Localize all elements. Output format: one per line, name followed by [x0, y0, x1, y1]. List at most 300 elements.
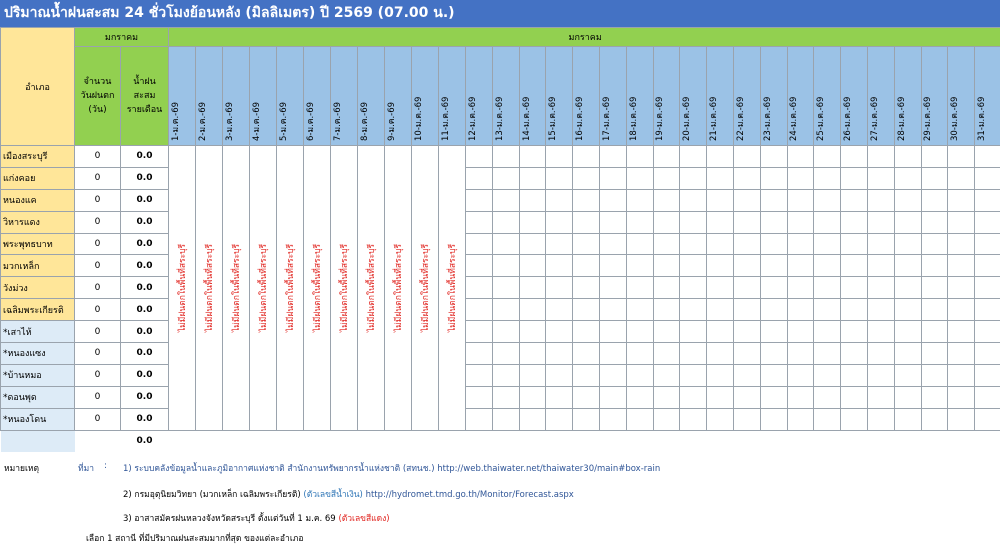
- monthly-rain-value: 0.0: [121, 211, 169, 233]
- day-label: 31-ม.ค.-69: [977, 96, 988, 141]
- day-value-cell: [492, 343, 519, 365]
- day-value-cell: [841, 211, 868, 233]
- day-value-cell: [626, 321, 653, 343]
- day-header: [626, 47, 653, 146]
- day-label: 6-ม.ค.-69: [306, 101, 317, 141]
- day-value-cell: [975, 277, 1000, 299]
- amphoe-name: *ดอนพุด: [1, 386, 75, 408]
- amphoe-name: พระพุทธบาท: [1, 233, 75, 255]
- day-value-cell: [867, 189, 894, 211]
- day-value-cell: [921, 211, 948, 233]
- day-value-cell: [841, 386, 868, 408]
- day-value-cell: [787, 343, 814, 365]
- day-value-cell: [733, 146, 760, 168]
- day-value-cell: [733, 321, 760, 343]
- day-header: [492, 47, 519, 146]
- monthly-rain-value: 0.0: [121, 277, 169, 299]
- total-row-days-cell: [75, 430, 121, 452]
- day-value-cell: [680, 167, 707, 189]
- day-value-cell: [519, 364, 546, 386]
- day-label: 22-ม.ค.-69: [735, 96, 746, 141]
- day-value-cell: [600, 364, 627, 386]
- no-rain-cell: [331, 146, 358, 431]
- day-value-cell: [680, 189, 707, 211]
- day-value-cell: [653, 408, 680, 430]
- source-line-3-main: 3) อาสาสมัครฝนหลวงจังหวัดสระบุรี ตั้งแต่วันที่ 1 ม.ค. 69: [123, 514, 336, 524]
- day-label: 9-ม.ค.-69: [387, 101, 398, 141]
- day-value-cell: [787, 255, 814, 277]
- day-value-cell: [733, 233, 760, 255]
- day-label: 15-ม.ค.-69: [548, 96, 559, 141]
- amphoe-name: *บ้านหมอ: [1, 364, 75, 386]
- day-label: 29-ม.ค.-69: [923, 96, 934, 141]
- day-header: [358, 47, 385, 146]
- no-rain-cell: [439, 146, 466, 431]
- monthly-rain-header-line: สะสม: [133, 91, 156, 101]
- day-value-cell: [573, 277, 600, 299]
- day-value-cell: [626, 167, 653, 189]
- table-row: [1, 277, 1000, 299]
- day-label: 5-ม.ค.-69: [279, 101, 290, 141]
- day-label: 12-ม.ค.-69: [467, 96, 478, 141]
- day-value-cell: [948, 167, 975, 189]
- day-value-cell: [921, 189, 948, 211]
- monthly-rain-value: 0.0: [121, 189, 169, 211]
- table-row: [1, 233, 1000, 255]
- day-value-cell: [948, 299, 975, 321]
- day-label: 20-ม.ค.-69: [682, 96, 693, 141]
- source-line-1: 1) ระบบคลังข้อมูลน้ำและภูมิอากาศแห่งชาติ สำนักงานทรัพยากรน้ำแห่งชาติ (สทนช.) http://web.thaiwater.net/thaiwater30/main#box-rain: [123, 464, 661, 474]
- day-value-cell: [787, 146, 814, 168]
- day-header: [975, 47, 1000, 146]
- no-rain-cell: [304, 146, 331, 431]
- day-value-cell: [921, 255, 948, 277]
- no-rain-cell: [223, 146, 250, 431]
- day-header: [814, 47, 841, 146]
- day-label: 17-ม.ค.-69: [601, 96, 612, 141]
- day-value-cell: [492, 364, 519, 386]
- no-rain-text: ไม่มีฝนตกในพื้นที่สระบุรี: [232, 243, 243, 332]
- day-value-cell: [841, 343, 868, 365]
- monthly-rain-value: 0.0: [121, 233, 169, 255]
- no-rain-cell: [169, 146, 196, 431]
- day-value-cell: [841, 233, 868, 255]
- day-value-cell: [492, 211, 519, 233]
- day-value-cell: [707, 321, 734, 343]
- day-label: 28-ม.ค.-69: [896, 96, 907, 141]
- day-value-cell: [814, 277, 841, 299]
- day-header: [867, 47, 894, 146]
- day-value-cell: [653, 233, 680, 255]
- day-value-cell: [867, 343, 894, 365]
- day-value-cell: [466, 343, 493, 365]
- day-value-cell: [600, 255, 627, 277]
- day-value-cell: [841, 255, 868, 277]
- day-value-cell: [707, 189, 734, 211]
- amphoe-name: เฉลิมพระเกียรติ: [1, 299, 75, 321]
- source-line-3-note: (ตัวเลขสีแดง): [338, 514, 390, 524]
- day-header: [707, 47, 734, 146]
- rain-days-header-line: จำนวน: [83, 77, 112, 87]
- day-value-cell: [626, 343, 653, 365]
- day-value-cell: [760, 321, 787, 343]
- day-value-cell: [573, 386, 600, 408]
- day-header: [760, 47, 787, 146]
- day-value-cell: [787, 233, 814, 255]
- day-header: [412, 47, 439, 146]
- no-rain-cell: [412, 146, 439, 431]
- day-header: [519, 47, 546, 146]
- day-value-cell: [707, 146, 734, 168]
- day-value-cell: [466, 189, 493, 211]
- monthly-rain-value: 0.0: [121, 255, 169, 277]
- day-value-cell: [573, 408, 600, 430]
- day-value-cell: [519, 386, 546, 408]
- day-value-cell: [680, 408, 707, 430]
- day-value-cell: [787, 189, 814, 211]
- day-value-cell: [680, 233, 707, 255]
- day-label: 1-ม.ค.-69: [171, 101, 182, 141]
- day-value-cell: [546, 386, 573, 408]
- day-header: [600, 47, 627, 146]
- total-row-label-cell: [1, 430, 75, 452]
- day-label: 13-ม.ค.-69: [494, 96, 505, 141]
- day-value-cell: [760, 299, 787, 321]
- day-value-cell: [975, 167, 1000, 189]
- day-label: 11-ม.ค.-69: [441, 96, 452, 141]
- day-value-cell: [680, 386, 707, 408]
- day-value-cell: [653, 299, 680, 321]
- day-value-cell: [814, 386, 841, 408]
- rain-days-value: 0: [75, 189, 121, 211]
- day-value-cell: [600, 211, 627, 233]
- amphoe-name: *หนองโดน: [1, 408, 75, 430]
- monthly-rain-value: 0.0: [121, 321, 169, 343]
- day-value-cell: [760, 211, 787, 233]
- day-value-cell: [680, 299, 707, 321]
- day-value-cell: [626, 408, 653, 430]
- day-value-cell: [707, 233, 734, 255]
- day-value-cell: [626, 146, 653, 168]
- no-rain-text: ไม่มีฝนตกในพื้นที่สระบุรี: [178, 243, 189, 332]
- day-value-cell: [787, 299, 814, 321]
- day-value-cell: [975, 299, 1000, 321]
- day-value-cell: [519, 299, 546, 321]
- day-header: [439, 47, 466, 146]
- monthly-rain-value: 0.0: [121, 408, 169, 430]
- day-value-cell: [653, 321, 680, 343]
- day-value-cell: [814, 211, 841, 233]
- day-value-cell: [787, 408, 814, 430]
- table-row: [1, 211, 1000, 233]
- day-header: [733, 47, 760, 146]
- day-value-cell: [867, 233, 894, 255]
- day-value-cell: [760, 386, 787, 408]
- day-label: 25-ม.ค.-69: [816, 96, 827, 141]
- table-row: [1, 255, 1000, 277]
- day-value-cell: [867, 211, 894, 233]
- no-rain-text: ไม่มีฝนตกในพื้นที่สระบุรี: [367, 243, 378, 332]
- sheet-title: ปริมาณน้ำฝนสะสม 24 ชั่วโมงย้อนหลัง (มิลลิเมตร) ปี 2569 (07.00 น.): [0, 0, 1000, 27]
- day-value-cell: [894, 146, 921, 168]
- day-label: 3-ม.ค.-69: [225, 101, 236, 141]
- day-value-cell: [492, 277, 519, 299]
- day-value-cell: [573, 321, 600, 343]
- day-value-cell: [948, 364, 975, 386]
- day-label: 18-ม.ค.-69: [628, 96, 639, 141]
- monthly-rain-value: 0.0: [121, 146, 169, 168]
- day-value-cell: [573, 233, 600, 255]
- total-row: [1, 430, 1000, 452]
- rain-days-value: 0: [75, 255, 121, 277]
- day-value-cell: [921, 233, 948, 255]
- day-value-cell: [841, 408, 868, 430]
- day-value-cell: [948, 211, 975, 233]
- day-value-cell: [626, 211, 653, 233]
- day-value-cell: [787, 321, 814, 343]
- day-value-cell: [707, 386, 734, 408]
- day-label: 21-ม.ค.-69: [709, 96, 720, 141]
- source-line-3: [123, 511, 390, 525]
- day-value-cell: [492, 255, 519, 277]
- amphoe-name: แก่งคอย: [1, 167, 75, 189]
- day-value-cell: [626, 233, 653, 255]
- day-value-cell: [814, 233, 841, 255]
- day-value-cell: [814, 167, 841, 189]
- rain-days-header: [75, 47, 121, 146]
- day-value-cell: [948, 277, 975, 299]
- rain-days-value: 0: [75, 343, 121, 365]
- day-label: 10-ม.ค.-69: [414, 96, 425, 141]
- table-row: [1, 146, 1000, 168]
- monthly-rain-value: 0.0: [121, 343, 169, 365]
- table-row: [1, 408, 1000, 430]
- day-value-cell: [948, 233, 975, 255]
- rain-days-value: 0: [75, 408, 121, 430]
- day-value-cell: [894, 211, 921, 233]
- day-value-cell: [948, 146, 975, 168]
- day-value-cell: [466, 386, 493, 408]
- day-value-cell: [626, 277, 653, 299]
- day-value-cell: [573, 211, 600, 233]
- rain-days-header-line: วันฝนตก: [80, 91, 115, 101]
- day-value-cell: [492, 233, 519, 255]
- day-value-cell: [653, 167, 680, 189]
- rain-days-value: 0: [75, 167, 121, 189]
- rain-days-header-line: (วัน): [88, 105, 107, 115]
- day-value-cell: [492, 408, 519, 430]
- remark-label: หมายเหตุ: [4, 464, 39, 474]
- rain-days-value: 0: [75, 146, 121, 168]
- day-value-cell: [519, 343, 546, 365]
- day-value-cell: [733, 167, 760, 189]
- day-value-cell: [814, 343, 841, 365]
- day-value-cell: [492, 189, 519, 211]
- day-value-cell: [466, 321, 493, 343]
- day-value-cell: [600, 233, 627, 255]
- day-label: 30-ม.ค.-69: [950, 96, 961, 141]
- day-value-cell: [894, 277, 921, 299]
- day-value-cell: [814, 408, 841, 430]
- table-row: [1, 364, 1000, 386]
- day-value-cell: [760, 146, 787, 168]
- no-rain-text: ไม่มีฝนตกในพื้นที่สระบุรี: [394, 243, 405, 332]
- day-value-cell: [680, 211, 707, 233]
- day-value-cell: [653, 386, 680, 408]
- day-value-cell: [600, 167, 627, 189]
- source-line-2-url: http://hydromet.tmd.go.th/Monitor/Forecast.aspx: [365, 490, 574, 500]
- rain-days-value: 0: [75, 211, 121, 233]
- table-row: [1, 343, 1000, 365]
- day-header: [331, 47, 358, 146]
- day-value-cell: [653, 364, 680, 386]
- day-value-cell: [921, 146, 948, 168]
- day-label: 27-ม.ค.-69: [869, 96, 880, 141]
- day-value-cell: [546, 408, 573, 430]
- day-header: [250, 47, 277, 146]
- day-value-cell: [894, 233, 921, 255]
- day-value-cell: [519, 167, 546, 189]
- day-value-cell: [760, 408, 787, 430]
- rainfall-table: [0, 27, 1000, 452]
- day-value-cell: [492, 146, 519, 168]
- day-value-cell: [600, 408, 627, 430]
- rain-days-value: 0: [75, 299, 121, 321]
- day-value-cell: [573, 299, 600, 321]
- day-value-cell: [707, 211, 734, 233]
- day-value-cell: [921, 167, 948, 189]
- day-value-cell: [519, 255, 546, 277]
- day-value-cell: [680, 364, 707, 386]
- day-value-cell: [975, 255, 1000, 277]
- day-value-cell: [760, 255, 787, 277]
- day-value-cell: [546, 364, 573, 386]
- day-label: 4-ม.ค.-69: [252, 101, 263, 141]
- day-value-cell: [546, 343, 573, 365]
- day-value-cell: [841, 167, 868, 189]
- day-value-cell: [975, 211, 1000, 233]
- day-value-cell: [466, 299, 493, 321]
- table-row: [1, 386, 1000, 408]
- day-label: 14-ม.ค.-69: [521, 96, 532, 141]
- day-value-cell: [519, 408, 546, 430]
- no-rain-text: ไม่มีฝนตกในพื้นที่สระบุรี: [205, 243, 216, 332]
- monthly-rain-header-line: รายเดือน: [126, 105, 163, 115]
- day-header: [573, 47, 600, 146]
- day-value-cell: [787, 211, 814, 233]
- day-value-cell: [814, 321, 841, 343]
- day-value-cell: [466, 255, 493, 277]
- day-value-cell: [733, 189, 760, 211]
- day-value-cell: [546, 233, 573, 255]
- no-rain-cell: [250, 146, 277, 431]
- day-value-cell: [653, 146, 680, 168]
- day-value-cell: [653, 255, 680, 277]
- day-value-cell: [707, 364, 734, 386]
- day-value-cell: [948, 321, 975, 343]
- day-value-cell: [546, 189, 573, 211]
- day-value-cell: [573, 343, 600, 365]
- rain-days-value: 0: [75, 321, 121, 343]
- day-value-cell: [707, 408, 734, 430]
- day-value-cell: [787, 167, 814, 189]
- day-value-cell: [841, 364, 868, 386]
- day-value-cell: [948, 386, 975, 408]
- rain-days-value: 0: [75, 233, 121, 255]
- day-value-cell: [894, 343, 921, 365]
- day-header: [841, 47, 868, 146]
- day-header: [223, 47, 250, 146]
- day-label: 16-ม.ค.-69: [575, 96, 586, 141]
- day-value-cell: [680, 146, 707, 168]
- day-value-cell: [867, 364, 894, 386]
- day-value-cell: [466, 167, 493, 189]
- day-value-cell: [921, 364, 948, 386]
- day-value-cell: [707, 299, 734, 321]
- day-value-cell: [948, 408, 975, 430]
- day-value-cell: [894, 408, 921, 430]
- day-value-cell: [894, 167, 921, 189]
- day-value-cell: [707, 255, 734, 277]
- day-value-cell: [519, 189, 546, 211]
- day-value-cell: [466, 408, 493, 430]
- day-value-cell: [546, 299, 573, 321]
- day-value-cell: [680, 343, 707, 365]
- table-row: [1, 167, 1000, 189]
- day-value-cell: [921, 408, 948, 430]
- day-label: 23-ม.ค.-69: [762, 96, 773, 141]
- day-value-cell: [519, 211, 546, 233]
- day-header: [546, 47, 573, 146]
- day-value-cell: [466, 211, 493, 233]
- day-value-cell: [546, 167, 573, 189]
- day-value-cell: [921, 277, 948, 299]
- no-rain-cell: [358, 146, 385, 431]
- day-value-cell: [975, 146, 1000, 168]
- day-value-cell: [600, 146, 627, 168]
- day-header: [680, 47, 707, 146]
- monthly-rain-value: 0.0: [121, 386, 169, 408]
- day-header: [169, 47, 196, 146]
- day-value-cell: [733, 386, 760, 408]
- day-value-cell: [867, 299, 894, 321]
- day-value-cell: [948, 255, 975, 277]
- day-value-cell: [975, 321, 1000, 343]
- day-value-cell: [733, 408, 760, 430]
- amphoe-header: อำเภอ: [1, 28, 75, 146]
- day-value-cell: [466, 146, 493, 168]
- day-header: [894, 47, 921, 146]
- day-value-cell: [787, 386, 814, 408]
- day-value-cell: [867, 321, 894, 343]
- day-value-cell: [546, 255, 573, 277]
- monthly-rain-header-line: น้ำฝน: [133, 77, 156, 87]
- day-value-cell: [707, 277, 734, 299]
- day-value-cell: [546, 277, 573, 299]
- day-value-cell: [921, 299, 948, 321]
- day-value-cell: [975, 408, 1000, 430]
- day-value-cell: [841, 146, 868, 168]
- no-rain-text: ไม่มีฝนตกในพื้นที่สระบุรี: [448, 243, 459, 332]
- rain-days-value: 0: [75, 386, 121, 408]
- day-value-cell: [841, 277, 868, 299]
- day-value-cell: [653, 277, 680, 299]
- day-value-cell: [680, 277, 707, 299]
- day-header: [385, 47, 412, 146]
- day-header: [304, 47, 331, 146]
- day-value-cell: [519, 233, 546, 255]
- day-value-cell: [626, 299, 653, 321]
